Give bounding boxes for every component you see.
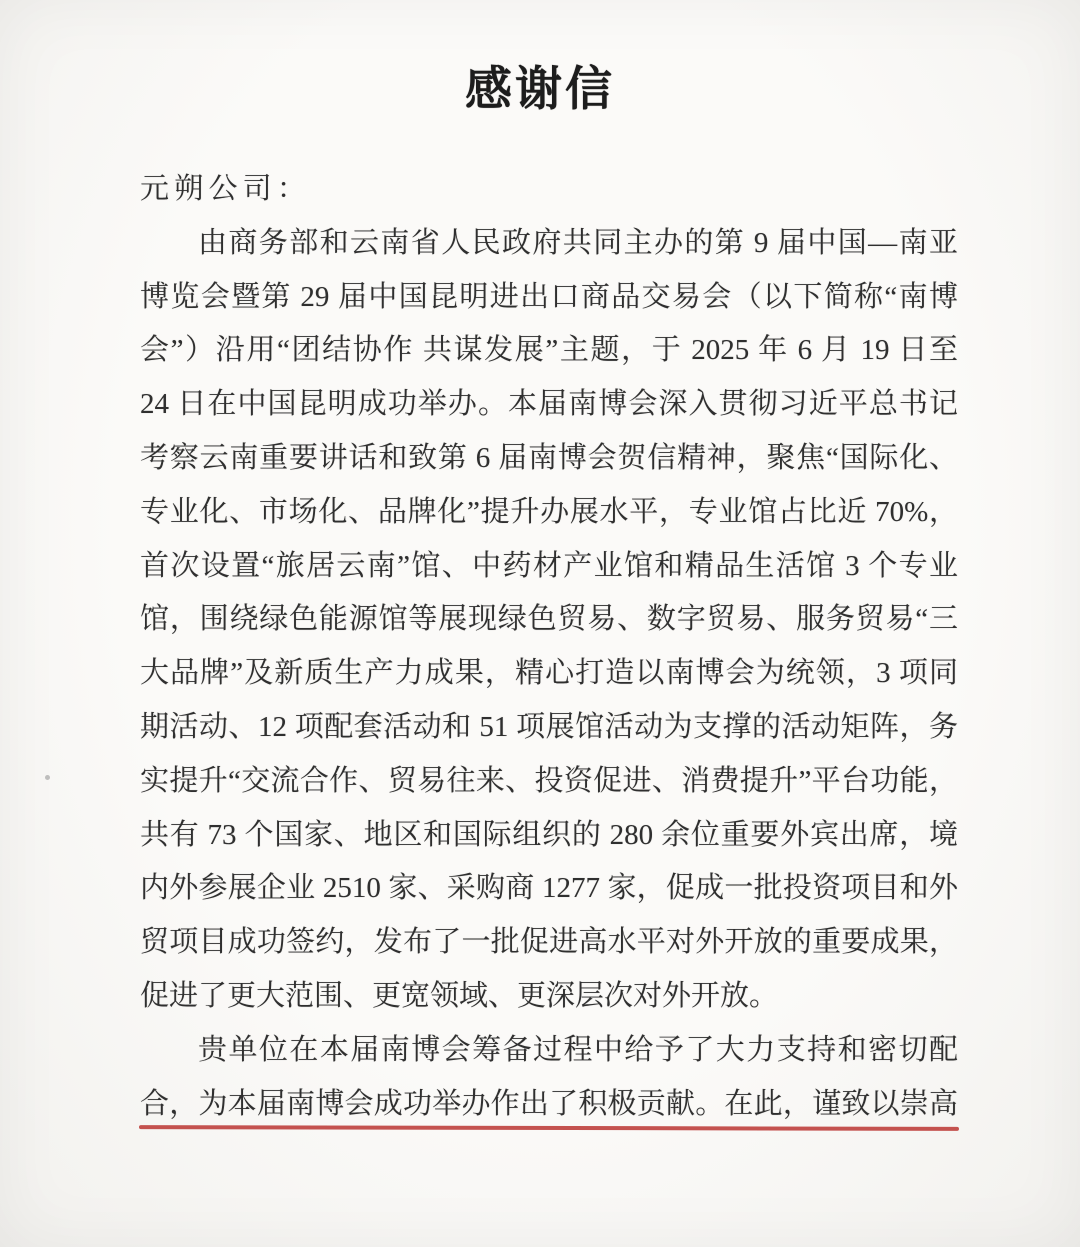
letter-line: 24 日在中国昆明成功举办。本届南博会深入贯彻习近平总书记	[140, 388, 958, 421]
letter-line: 由商务部和云南省人民政府共同主办的第 9 届中国—南亚	[198, 226, 958, 259]
letter-line: 大品牌”及新质生产力成果，精心打造以南博会为统领，3 项同	[140, 657, 958, 690]
letter-line: 贸项目成功签约，发布了一批促进高水平对外开放的重要成果，	[140, 926, 958, 959]
letter-line: 博览会暨第 29 届中国昆明进出口商品交易会（以下简称“南博	[140, 280, 958, 313]
scan-speck	[45, 775, 50, 780]
letter-line: 共有 73 个国家、地区和国际组织的 280 余位重要外宾出席，境	[140, 818, 958, 851]
letter-line: 专业化、市场化、品牌化”提升办展水平，专业馆占比近 70%，	[140, 495, 958, 528]
letter-line: 合，为本届南博会成功举办作出了积极贡献。在此，谨致以崇高	[140, 1087, 958, 1120]
letter-line: 期活动、12 项配套活动和 51 项展馆活动为支撑的活动矩阵，务	[140, 710, 958, 743]
letter-line: 考察云南重要讲话和致第 6 届南博会贺信精神，聚焦“国际化、	[140, 441, 958, 474]
letter-line: 首次设置“旅居云南”馆、中药材产业馆和精品生活馆 3 个专业	[140, 549, 958, 582]
letter-line: 贵单位在本届南博会筹备过程中给予了大力支持和密切配	[198, 1033, 958, 1066]
letter-line: 内外参展企业 2510 家、采购商 1277 家，促成一批投资项目和外	[140, 872, 958, 905]
letter-salutation: 元朔公司：	[140, 173, 312, 205]
letter-line: 实提升“交流合作、贸易往来、投资促进、消费提升”平台功能，	[140, 764, 958, 797]
letter-line: 促进了更大范围、更宽领域、更深层次对外开放。	[140, 979, 779, 1012]
letter-title: 感谢信	[465, 64, 615, 116]
letter-line: 馆，围绕绿色能源馆等展现绿色贸易、数字贸易、服务贸易“三	[140, 603, 958, 636]
letter-body	[140, 163, 958, 1131]
letter-line: 会”）沿用“团结协作 共谋发展”主题，于 2025 年 6 月 19 日至	[140, 334, 958, 367]
